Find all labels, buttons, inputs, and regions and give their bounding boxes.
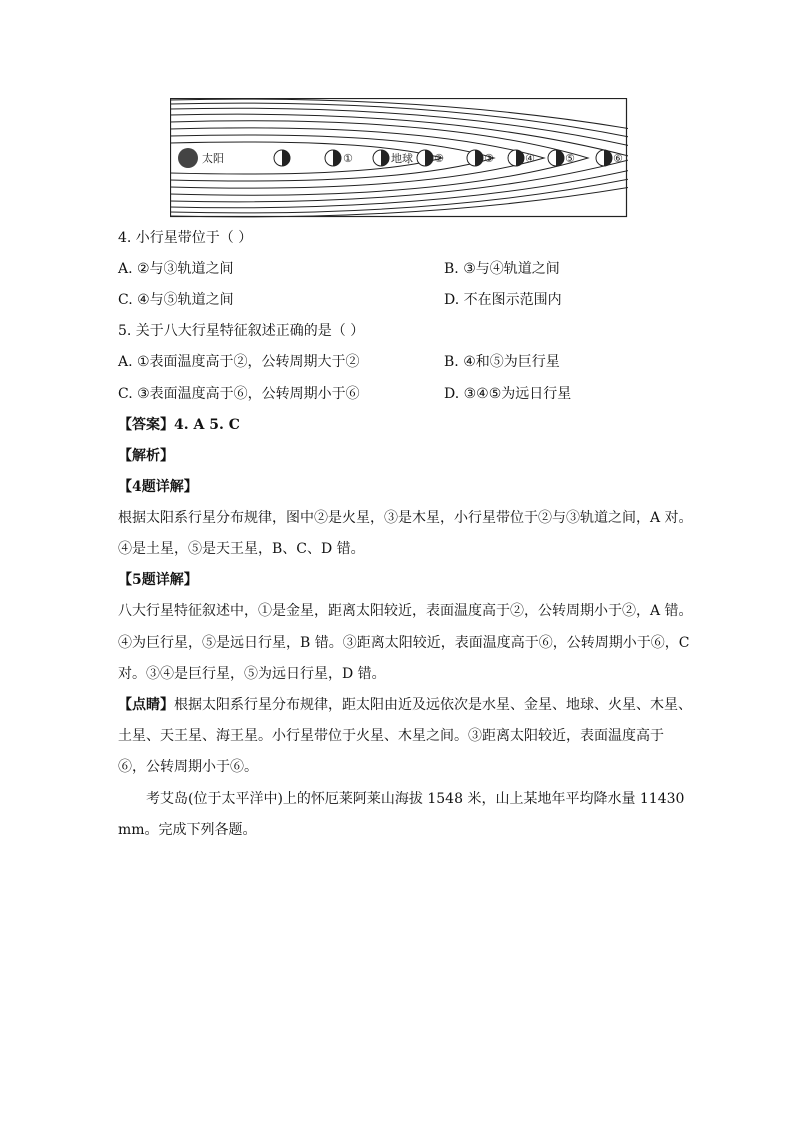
planet-mercury-icon xyxy=(274,150,290,166)
q4-stem: 4. 小行星带位于（ ） xyxy=(118,230,253,246)
q5-option-c: C. ③表面温度高于⑥，公转周期小于⑥ xyxy=(118,386,360,402)
planet-mark-3: ③ xyxy=(484,152,494,165)
q5-option-b: B. ④和⑤为巨行星 xyxy=(444,354,560,370)
detail-5-heading: 【5题详解】 xyxy=(118,572,198,588)
q4-option-a: A. ②与③轨道之间 xyxy=(118,261,234,277)
detail-4-line-1: 根据太阳系行星分布规律，图中②是火星，③是木星，小行星带位于②与③轨道之间，A 对。 xyxy=(118,510,693,526)
planet-mark-4: ④ xyxy=(525,152,535,165)
sun-label: 太阳 xyxy=(202,152,224,165)
q4-option-d: D. 不在图示范围内 xyxy=(444,292,562,308)
q5-option-d: D. ③④⑤为远日行星 xyxy=(444,386,572,402)
planet-saturn-icon xyxy=(508,150,524,166)
solar-system-diagram xyxy=(170,98,628,218)
planet-mark-2: ② xyxy=(434,152,444,165)
detail-5-line-3: 对。③④是巨行星，⑤为远日行星，D 错。 xyxy=(118,666,386,682)
q5-stem: 5. 关于八大行星特征叙述正确的是（ ） xyxy=(118,323,365,339)
intro-line-2: mm。完成下列各题。 xyxy=(118,822,257,838)
planet-jupiter-icon xyxy=(467,150,483,166)
q5-option-a: A. ①表面温度高于②，公转周期大于② xyxy=(118,354,360,370)
detail-4-heading: 【4题详解】 xyxy=(118,479,198,495)
planet-earth-icon xyxy=(373,150,389,166)
analysis-heading: 【解析】 xyxy=(118,448,174,464)
planet-mark-1: ① xyxy=(343,152,353,165)
tip-line-1 xyxy=(118,696,692,714)
tip-text-1: 根据太阳系行星分布规律，距太阳由近及远依次是水星、金星、地球、火星、木星、 xyxy=(174,697,692,713)
q4-option-b: B. ③与④轨道之间 xyxy=(444,261,560,277)
detail-5-line-2: ④为巨行星，⑤是远日行星，B 错。③距离太阳较近，表面温度高于⑥，公转周期小于⑥，C xyxy=(118,635,690,651)
detail-5-line-1: 八大行星特征叙述中，①是金星，距离太阳较近，表面温度高于②，公转周期小于②，A 错。 xyxy=(118,603,693,619)
tip-line-2: 土星、天王星、海王星。小行星带位于火星、木星之间。③距离太阳较近，表面温度高于 xyxy=(118,728,664,744)
planet-venus-icon xyxy=(325,150,341,166)
planet-mars-icon xyxy=(417,150,433,166)
earth-label: 地球 xyxy=(391,152,413,165)
planet-mark-6: ⑥ xyxy=(613,152,623,165)
planet-neptune-icon xyxy=(596,150,612,166)
tip-label: 【点睛】 xyxy=(118,697,174,713)
tip-line-3: ⑥，公转周期小于⑥。 xyxy=(118,759,258,775)
sun-icon xyxy=(178,148,198,168)
planet-uranus-icon xyxy=(548,150,564,166)
planet-mark-5: ⑤ xyxy=(565,152,575,165)
detail-4-line-2: ④是土星，⑤是天王星，B、C、D 错。 xyxy=(118,541,365,557)
answer-line: 【答案】4. A 5. C xyxy=(118,417,240,433)
q4-option-c: C. ④与⑤轨道之间 xyxy=(118,292,234,308)
intro-line-1: 考艾岛(位于太平洋中)上的怀厄莱阿莱山海拔 1548 米，山上某地年平均降水量 11430 xyxy=(146,791,685,807)
